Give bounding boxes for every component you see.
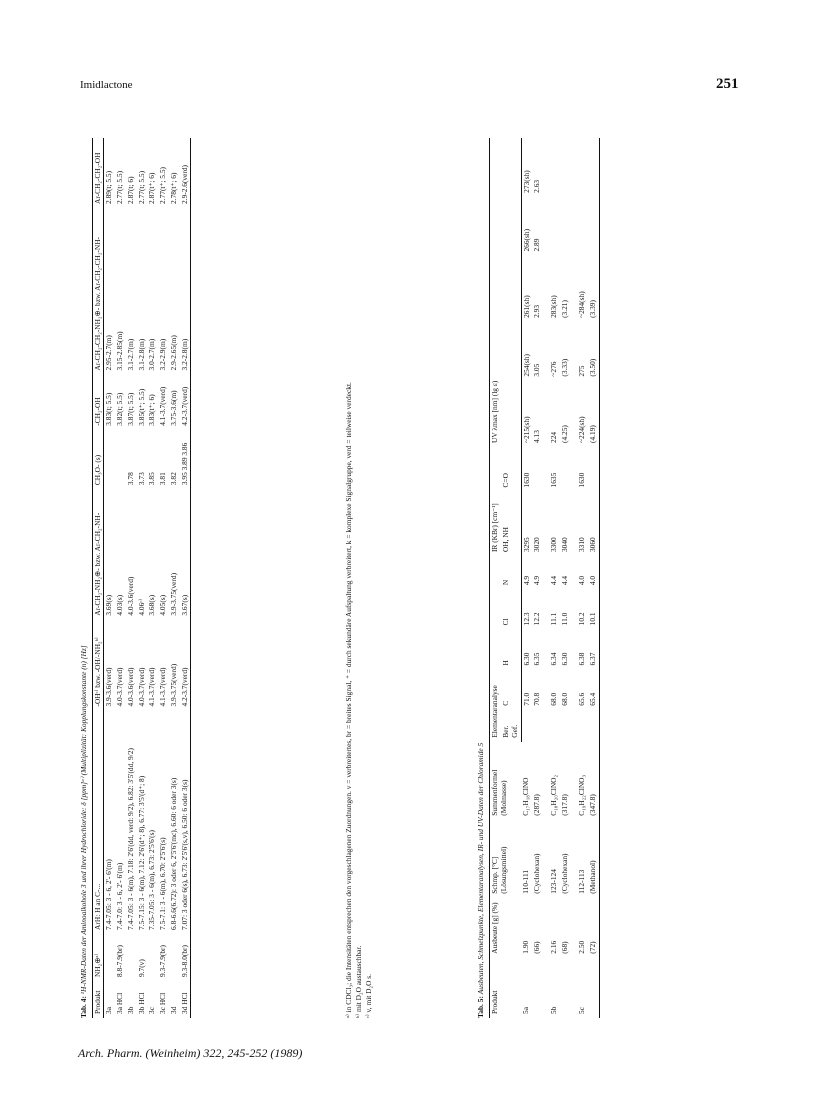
t5-uv (543, 138, 560, 197)
t4-cell: 2.77(t⁺; 5.5) (158, 167, 168, 204)
t5-formel: C₁₈H₂₀ClNO₂ (549, 774, 559, 816)
t4-header-2: ArH: H an C-... (92, 711, 104, 934)
t5-c: 65.6 (577, 692, 586, 706)
t5-c: 68.0 (549, 692, 559, 706)
table-5-header-row-1 (489, 138, 500, 1018)
t5-formel: C₁₉H₂₂ClNO₃ (577, 774, 586, 816)
t5-uv: (3.33) (560, 358, 570, 377)
t5-c-o: 1635 (549, 472, 559, 488)
t4-cell: 3.83(t⁺; 6) (147, 394, 157, 426)
t4-cell: 4.0-3.6(verd) (125, 576, 135, 616)
t4-cell (147, 934, 158, 981)
t4-header-0: Produkt (92, 981, 104, 1018)
t4-cell: 2.89(t; 5.5) (104, 170, 114, 204)
t5-h: 6.34 (549, 652, 559, 666)
table-4-footnotes (344, 138, 404, 1018)
t4-cell: 7.35-7.05: 3 - 6(m), 6.73: 2'5'6'(s) (147, 830, 157, 930)
t5-uv: 283(sh) (549, 295, 559, 318)
t4-cell: 4.06ᶜ⁾ (136, 598, 146, 616)
t5-n: 4.9 (532, 575, 542, 586)
t5-ausbeute: 2.16 (549, 940, 559, 954)
t5-produkt (560, 958, 571, 1018)
table-row (169, 138, 180, 1018)
t4-cell: 3.85(t⁺; 5.5) (136, 388, 146, 426)
t4-cell: 4.1-3.7(verd) (158, 386, 168, 426)
table-4-block (80, 138, 370, 1018)
t4-cell: 3.68(s) (147, 594, 157, 616)
table-5-body (521, 138, 599, 1018)
t4-cell: 3b HCl (136, 992, 146, 1014)
t4-cell: 3.9-3.75(verd) (168, 572, 178, 616)
t4-cell: 3.0-2.7(m) (147, 338, 157, 371)
t5-formel: (347.8) (588, 742, 599, 820)
table-row (588, 138, 599, 1018)
journal-citation: Arch. Pharm. (Weinheim) 322, 245-252 (1989) (78, 1046, 303, 1060)
t4-cell: 7.4-7.0: 3 - 6, 2'- 6'(m) (115, 862, 125, 930)
t4-cell: 3.73 (136, 472, 146, 486)
t5-c-o (560, 447, 571, 492)
t4-cell: 9.3-8.0(br) (180, 934, 191, 981)
t5-uv: ~224(sh) (577, 416, 586, 443)
t4-cell: 7.4-7.05: 3 - 6, 2'- 6'(m) (104, 859, 114, 930)
t4-cell: 4.0-3.6(verd) (125, 667, 135, 707)
t4-cell: 7.4-7.05: 3 - 6(m), 7.18: 2'6'(dd, verd: 9/2), 6.82: 3'5'(dd, 9/2) (125, 748, 135, 930)
t5-uv (588, 197, 599, 256)
t5-uv: ~284(sh) (577, 291, 586, 318)
table-row (115, 138, 126, 1018)
t5-c-o: 1630 (577, 472, 586, 488)
t5-uv (571, 197, 588, 256)
t5-schmp: (Cyclohexan) (560, 853, 570, 894)
t5-schmp: 123-124 (549, 869, 559, 894)
t4-cell: 9.7(v) (136, 959, 146, 978)
t5-ausbeute: 1.90 (521, 940, 530, 954)
t4-cell: 3.82 (168, 472, 178, 486)
t4-cell: 2.9-2.65(m) (168, 335, 178, 371)
t5-n: 4.4 (549, 575, 559, 586)
t4-cell: 3a (104, 1007, 114, 1014)
t5-c-o (532, 447, 543, 492)
t4-cell: 8.8-7.9(br) (115, 945, 125, 978)
t5-schmp: 112-113 (577, 869, 586, 894)
t5-schmp: (Cyclohexan) (532, 853, 542, 894)
t5-uv: 4.13 (532, 430, 542, 443)
table-4-caption (80, 138, 89, 1018)
running-title: Imidlactone (80, 79, 133, 91)
t4-cell: 3c (147, 1007, 157, 1014)
table-4-body (104, 138, 191, 1018)
table-4 (92, 138, 192, 1018)
t5-oh-nh: 3295 (521, 537, 531, 553)
t4-cell: 4.0-3.7(verd) (115, 667, 125, 707)
t5-h: 6.38 (577, 652, 586, 666)
table-row (147, 138, 158, 1018)
t5-uv: ~215(sh) (521, 416, 531, 443)
t4-cell: 3.69(s) (104, 594, 114, 616)
footnote-a: ᵃ⁾ in CDCl₃; die Intensitäten entsprechen den vorgeschlagenen Zuordnungen. v = verbreitertes, br = breites Signal, ⁺ = durch sekundäre Aufspaltung verbreitert, k = komplexe Signalgruppe, verd = teilweise verdeckt. (344, 382, 353, 1018)
t5-uv: 3.05 (532, 363, 542, 377)
t5-ber-gef (588, 710, 599, 742)
t4-cell: 3.87(t; 5.5) (125, 392, 135, 426)
t4-cell: 3.67(s) (180, 489, 191, 619)
t5-formel: (317.8) (560, 794, 570, 816)
t5-uv: 224 (549, 431, 559, 443)
page-number: 251 (716, 76, 739, 92)
t4-cell: 4.0-3.7(verd) (136, 667, 146, 707)
t4-cell: 2.78(t⁺; 6) (168, 172, 178, 204)
t5-uv (560, 138, 571, 197)
t4-cell: 4.1-3.7(verd) (147, 667, 157, 707)
t5-uv: 266(sh) (521, 228, 531, 252)
t5-c-o (588, 447, 599, 492)
t5-produkt: 5b (549, 1006, 559, 1014)
t4-cell: 2.77(t; 5.5) (115, 170, 125, 204)
t5-cl: 10.2 (577, 612, 586, 626)
t5-c: 71.0 (521, 692, 531, 706)
t4-cell (169, 934, 180, 981)
t5-uv (588, 138, 599, 197)
t4-cell: 6.8-6.6(6.72): 3 oder 6, 2'5'6'(mc), 6.60: 6 oder 3(s) (168, 777, 178, 930)
t4-cell: 3.85 (147, 472, 157, 486)
t5-cl: 12.2 (532, 612, 542, 626)
t5-header-elementaranalyse: Elementaranalyse (489, 556, 500, 742)
t4-cell: 2.77(t; 5.5) (136, 170, 146, 204)
t4-cell: 3.83(t; 5.5) (104, 392, 114, 426)
t5-uv: (3.39) (588, 256, 599, 322)
t4-header-4: Ar-CH₂-NH₂⊕- bzw. Ar-CH₂-NH- (92, 489, 104, 619)
t5-uv: (4.25) (560, 425, 570, 443)
t5-produkt (588, 958, 599, 1018)
t5-uv: 254(sh) (521, 354, 531, 377)
t5-uv: 261(sh) (521, 295, 531, 318)
t4-cell: 7.07: 3 oder 6(s), 6.73: 2'5'6'(s,v), 6.50: 6 oder 3(s) (180, 711, 191, 934)
table-5-block (477, 138, 697, 1018)
t5-c: 70.8 (532, 692, 542, 706)
t5-ber-gef (571, 710, 588, 742)
t5-produkt: 5a (521, 1007, 530, 1014)
table-row (560, 138, 571, 1018)
t4-cell: 3.78 (125, 472, 135, 486)
t5-uv: (3.21) (560, 300, 570, 318)
table-5-title: Ausbeuten, Schmelzpunkte, Elementaranalysen, IR- und UV-Daten der Chloramide 5 (476, 742, 485, 995)
t5-ausbeute: (72) (588, 898, 599, 958)
t5-uv: (4.19) (588, 381, 599, 447)
footnote-c: ᶜ⁾ v, mit D₂O s. (363, 974, 373, 1018)
t4-header-6: -CH₂-OH (92, 374, 104, 429)
t5-header-uv: UV λmax [nm] (lg ε) (489, 138, 500, 447)
t5-ausbeute: (68) (560, 941, 570, 954)
t5-c-o: 1630 (521, 472, 531, 488)
t5-header-cl: Cl (501, 589, 521, 629)
table-4-header-row (92, 138, 104, 1018)
t4-cell: 2.95-2.7(m) (104, 335, 114, 371)
t5-ber-gef (532, 710, 543, 742)
t4-cell: 3c HCl (158, 992, 168, 1014)
t4-cell: 3d HCl (180, 981, 191, 1018)
t5-n: 4.9 (521, 575, 531, 586)
t4-cell (115, 430, 126, 489)
t5-c: 65.4 (588, 670, 599, 710)
t5-header-n: N (501, 556, 521, 589)
t5-header-h: H (501, 629, 521, 669)
t5-produkt: 5c (577, 1007, 586, 1014)
t4-cell: 7.5-7.15: 3 - 6(m), 7.12: 2'6'(d⁺; 8), 6.77: 3'5'(d⁺; 8) (136, 775, 146, 930)
table-4-label: Tab. 4: (79, 996, 88, 1018)
t4-header-7: Ar-CH₂-CH₂-NH₂⊕- bzw. Ar-CH₂-CH₂-NH- (92, 208, 104, 374)
table-row (571, 138, 588, 1018)
t4-cell: 4.05(s) (158, 594, 168, 616)
t4-cell: 2.87(t; 6) (125, 176, 135, 204)
table-5-label: Tab. 5: (476, 996, 485, 1018)
table-row (180, 138, 191, 1018)
footnote-b: ᵇ⁾ mit D₂O austauschbar. (353, 945, 363, 1018)
table-5 (489, 138, 600, 1018)
t5-schmp: (Methanol) (588, 820, 599, 898)
t5-cl: 11.0 (560, 612, 570, 626)
t4-cell: 3.81 (158, 472, 168, 486)
table-row (158, 138, 169, 1018)
t5-c: 68.0 (560, 692, 570, 706)
t5-ber-gef (543, 710, 560, 742)
t5-uv: 275 (577, 365, 586, 377)
t4-cell (104, 430, 115, 489)
t4-cell: 3.75-3.6(m) (168, 390, 178, 426)
t5-header-ir: IR (KBr) [cm⁻¹] (489, 447, 500, 556)
t4-cell: 2.87(t⁺; 6) (147, 172, 157, 204)
t5-ausbeute: (66) (532, 941, 542, 954)
t5-formel: C₁₇H₁₈ClNO (521, 777, 530, 816)
t5-uv: (3.50) (588, 322, 599, 381)
t5-ber-gef (560, 710, 571, 742)
t4-cell: 3.2-2.8(m) (180, 208, 191, 374)
t4-cell: 4.2-3.7(verd) (180, 620, 191, 711)
t5-uv (560, 197, 571, 256)
table-row (532, 138, 543, 1018)
t4-cell: 3.1-2.8(m) (136, 338, 146, 371)
t4-cell (126, 934, 137, 981)
t5-oh-nh: 3060 (588, 492, 599, 557)
t5-header-ber-gef: Ber. Gef. (501, 710, 521, 742)
t5-h: 6.35 (532, 652, 542, 666)
t5-h: 6.30 (560, 652, 570, 666)
t5-n: 4.4 (560, 575, 570, 586)
t5-formel: (287.8) (532, 794, 542, 816)
t5-oh-nh: 3020 (532, 537, 542, 553)
t5-cl: 11.1 (549, 612, 559, 626)
t5-header-summenformel: Summenformel (Molmasse) (489, 742, 521, 820)
table-row (104, 138, 115, 1018)
t5-uv: 273(sh) (521, 170, 531, 193)
t4-cell: 4.1-3.7(verd) (158, 667, 168, 707)
t5-ausbeute: 2.50 (577, 940, 586, 954)
t4-cell: 3.9-3.75(verd) (168, 663, 178, 707)
t4-cell: 7.5-7.1: 3 - 6(m), 6.70: 2'5'6'(s) (158, 837, 168, 930)
t4-header-1: NH₂⊕ᵃ⁾ (92, 934, 104, 981)
t5-header-c: C (501, 670, 521, 710)
table-row (543, 138, 560, 1018)
t5-cl: 12.3 (521, 612, 531, 626)
t4-header-5: CH₃O- (s) (92, 430, 104, 489)
table-4-title: ¹H-NMR-Daten der Aminoalkohole 3 und ihrer Hydrochloride: δ [ppm]ᵃ⁾ (Multiplizität: Kopplungskonstante (n) [Hz] (79, 645, 88, 995)
t5-h: 6.37 (588, 629, 599, 669)
t5-uv: 2.93 (532, 304, 542, 318)
t4-cell: 4.2-3.7(verd) (180, 374, 191, 429)
t5-oh-nh: 3310 (577, 537, 586, 553)
t5-oh-nh: 3300 (549, 537, 559, 553)
table-row (126, 138, 137, 1018)
t5-n: 4.0 (588, 556, 599, 589)
t5-header-c-o: C=O (501, 447, 521, 492)
t5-uv: 2.89 (532, 238, 542, 252)
t5-cl: 10.1 (588, 589, 599, 629)
t5-uv: 2.63 (532, 179, 542, 193)
t4-cell: 9.3-7.9(br) (158, 945, 168, 978)
t5-n: 4.0 (577, 575, 586, 586)
t4-cell: 3b (125, 1006, 135, 1014)
t5-produkt (532, 958, 543, 1018)
t5-h: 6.30 (521, 652, 531, 666)
t4-header-8: Ar-CH₂-CH₂-OH (92, 138, 104, 208)
t4-cell: 3.95 3.89 3.86 (180, 430, 191, 489)
t4-cell: 3.82(t; 5.5) (115, 392, 125, 426)
table-row (137, 138, 148, 1018)
t4-cell: 4.03(s) (115, 594, 125, 616)
t4-cell: 3a HCl (115, 992, 125, 1014)
table-row (521, 138, 532, 1018)
t4-cell: 3d (168, 1006, 178, 1014)
t5-uv: ~276 (549, 361, 559, 377)
t5-schmp: 110-111 (521, 869, 530, 894)
t5-header-uv-spacer (501, 138, 521, 447)
t4-cell (104, 934, 115, 981)
t5-header-oh-nh: OH, NH (501, 492, 521, 557)
t5-uv (571, 138, 588, 197)
t5-ber-gef (521, 710, 532, 742)
t5-header-ausbeute: Ausbeute [g] (%) (489, 898, 521, 958)
t5-header-produkt: Produkt (489, 958, 521, 1018)
t4-cell: 3.9-3.6(verd) (104, 667, 114, 707)
t4-cell: 2.9-2.6(verd) (180, 138, 191, 208)
table-5-caption (477, 138, 486, 1018)
t4-cell: 3.2-2.9(m) (158, 338, 168, 371)
t4-cell: 3.15-2.85(m) (115, 331, 125, 371)
t5-oh-nh: 3040 (560, 537, 570, 553)
t4-header-3: -OHᶜ⁾ bzw. -OH/-NH₂ᵇ⁾ (92, 620, 104, 711)
t5-uv (543, 197, 560, 256)
t4-cell: 3.1-2.7(m) (125, 338, 135, 371)
t5-header-schmp: Schmp. [°C] (Lösungsmittel) (489, 820, 521, 898)
